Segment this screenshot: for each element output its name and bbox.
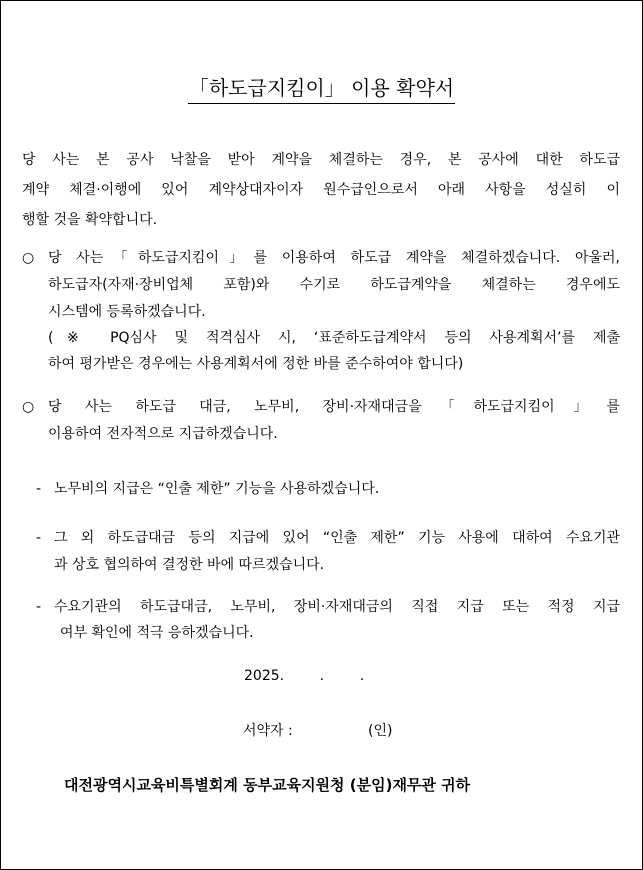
dash2-line-1: 그 외 하도급대금 등의 지급에 있어 “인출 제한” 기능 사용에 대하여 수요기관 bbox=[54, 530, 620, 546]
dash1-mark: - bbox=[36, 481, 42, 497]
item2-line-2: 이용하여 전자적으로 지급하겠습니다. bbox=[48, 426, 278, 442]
intro-line-1: 당 사는 본 공사 낙찰을 받아 계약을 체결하는 경우, 본 공사에 대한 하도급 bbox=[22, 152, 620, 168]
dash1-line-1: 노무비의 지급은 “인출 제한” 기능을 사용하겠습니다. bbox=[54, 481, 380, 497]
dash2-mark: - bbox=[36, 530, 42, 546]
item1-line-2: 하도급자(자재·장비업체 포함)와 수기로 하도급계약을 체결하는 경우에도 bbox=[48, 277, 620, 293]
dash3-line-2: 여부 확인에 적극 응하겠습니다. bbox=[60, 625, 254, 641]
title-text: 「하도급지킴이」 이용 확약서 bbox=[188, 74, 455, 104]
page-title bbox=[0, 74, 643, 104]
intro-line-3: 행할 것을 확약합니다. bbox=[22, 212, 158, 228]
date-line: 2025. . . bbox=[244, 668, 365, 684]
item2-bullet: ○ bbox=[22, 399, 35, 415]
item1-line-1: 당 사는「하도급지킴이」를 이용하여 하도급 계약을 체결하겠습니다. 아울러, bbox=[48, 250, 620, 266]
dash2-line-2: 과 상호 협의하여 결정한 바에 따르겠습니다. bbox=[54, 557, 325, 573]
item2-line-1: 당 사는 하도급 대금, 노무비, 장비·자재대금을「하도급지킴이」를 bbox=[48, 399, 620, 415]
dash3-mark: - bbox=[36, 599, 42, 615]
item1-note-line-1: (※ PQ심사 및 적격심사 시, ‘표준하도급계약서 등의 사용계획서’를 제출 bbox=[48, 330, 620, 346]
seal-mark: (인) bbox=[368, 723, 393, 739]
item1-bullet: ○ bbox=[22, 250, 35, 266]
item1-line-3: 시스템에 등록하겠습니다. bbox=[48, 304, 206, 320]
recipient-line: 대전광역시교육비특별회계 동부교육지원청 (분임)재무관 귀하 bbox=[64, 776, 471, 794]
item1-note-line-2: 하여 평가받은 경우에는 사용계획서에 정한 바를 준수하여야 합니다) bbox=[48, 356, 464, 372]
signer-label: 서약자 : bbox=[243, 723, 293, 739]
intro-line-2: 계약 체결·이행에 있어 계약상대자이자 원수급인으로서 아래 사항을 성실히 이 bbox=[22, 182, 620, 198]
dash3-line-1: 수요기관의 하도급대금, 노무비, 장비·자재대금의 직접 지급 또는 적정 지급 bbox=[54, 599, 620, 615]
